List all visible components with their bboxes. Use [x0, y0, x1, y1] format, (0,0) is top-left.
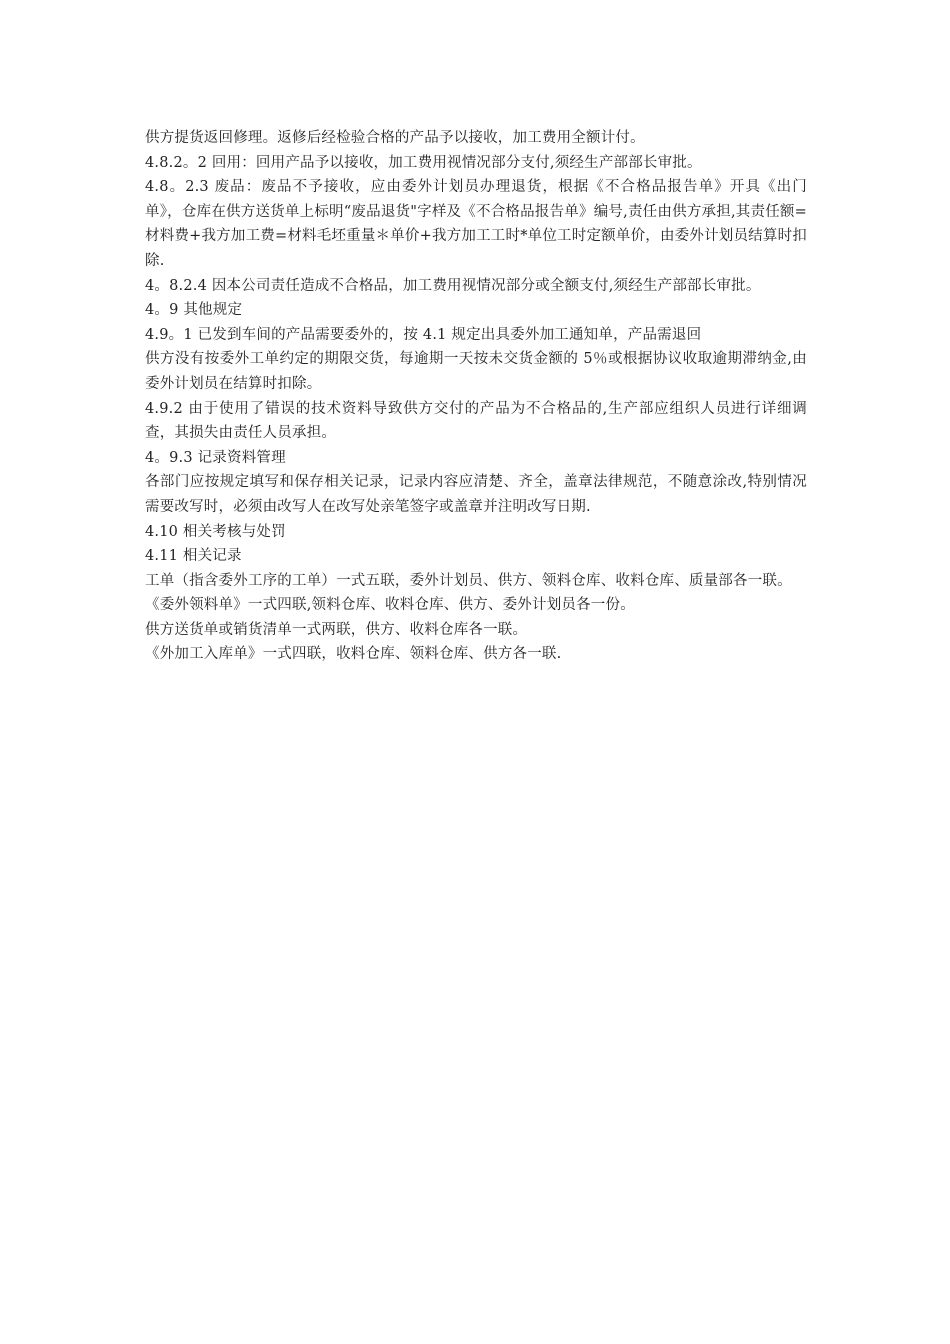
heading-4-9-3-records-management: 4。9.3 记录资料管理 [145, 449, 286, 466]
paragraph-4-8-2-3-scrap: 4.8。2.3 废品：废品不予接收，应由委外计划员办理退货，根据《不合格品报告单》开具《出门单》，仓库在供方送货单上标明“废品退货"字样及《不合格品报告单》编号,责任由供方承担,其责任额=材料费+我方加工费=材料毛坯重量＊单价+我方加工工时*单位工时定额单价，由委外计划员结算时扣除. [145, 179, 807, 269]
paragraph-4-8-2-2-reuse: 4.8.2。2 回用：回用产品予以接收，加工费用视情况部分支付,须经生产部部长审批。 [145, 154, 702, 171]
paragraph-4-9-1-dispatched-products: 4.9。1 已发到车间的产品需要委外的，按 4.1 规定出具委外加工通知单，产品需退回 [145, 326, 702, 343]
paragraph-material-requisition-copies: 《委外领料单》一式四联,领料仓库、收料仓库、供方、委外计划员各一份。 [145, 597, 635, 614]
paragraph-delivery-note-copies: 供方送货单或销货清单一式两联，供方、收料仓库各一联。 [145, 621, 528, 638]
document-body [145, 126, 807, 667]
paragraph-repair-return: 供方提货返回修理。返修后经检验合格的产品予以接收，加工费用全额计付。 [145, 130, 645, 146]
paragraph-warehouse-receipt-copies: 《外加工入库单》一式四联，收料仓库、领料仓库、供方各一联. [145, 646, 562, 663]
paragraph-4-8-2-4-company-fault: 4。8.2.4 因本公司责任造成不合格品，加工费用视情况部分或全额支付,须经生产部部长审批。 [145, 277, 761, 294]
heading-4-11-related-records: 4.11 相关记录 [145, 548, 242, 565]
heading-4-10-assessment: 4.10 相关考核与处罚 [145, 523, 286, 540]
paragraph-work-order-copies: 工单（指含委外工序的工单）一式五联，委外计划员、供方、领料仓库、收料仓库、质量部各一联。 [145, 572, 792, 589]
paragraph-records-requirements: 各部门应按规定填写和保存相关记录，记录内容应清楚、齐全，盖章法律规范，不随意涂改,特别情况需要改写时，必须由改写人在改写处亲笔签字或盖章并注明改写日期. [145, 474, 807, 515]
paragraph-late-delivery-penalty: 供方没有按委外工单约定的期限交货，每逾期一天按未交货金额的 5％或根据协议收取逾期滞纳金,由委外计划员在结算时扣除。 [145, 351, 807, 392]
heading-4-9-other-rules: 4。9 其他规定 [145, 302, 243, 319]
paragraph-4-9-2-wrong-technical-data: 4.9.2 由于使用了错误的技术资料导致供方交付的产品为不合格品的,生产部应组织人员进行详细调查，其损失由责任人员承担。 [145, 400, 807, 442]
